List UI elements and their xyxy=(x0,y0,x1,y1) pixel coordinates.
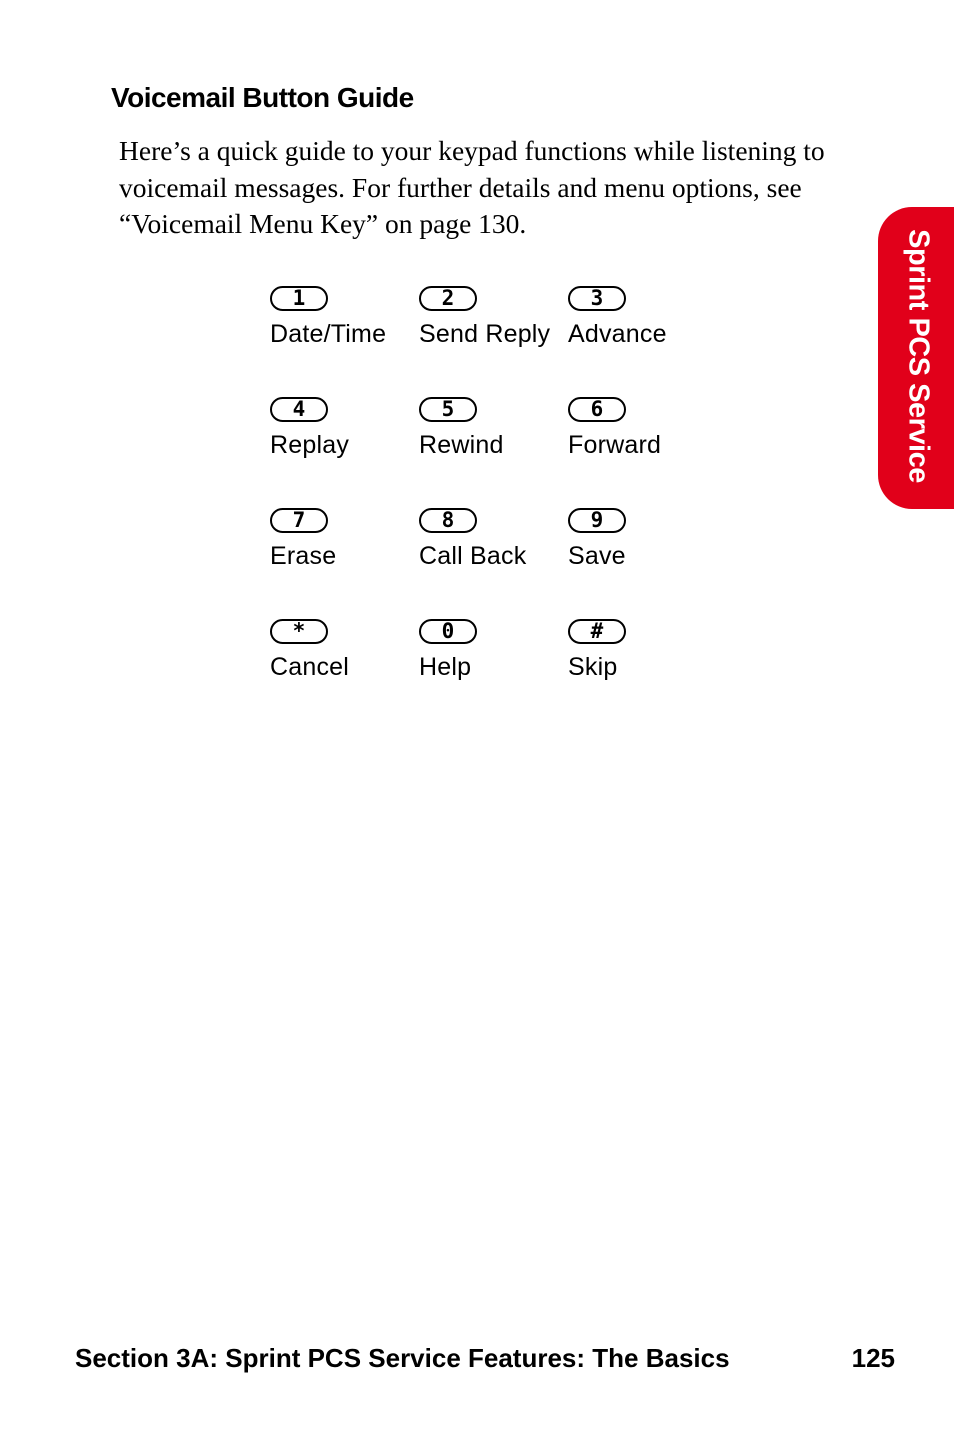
footer-section-title: Section 3A: Sprint PCS Service Features: The Basics xyxy=(75,1343,730,1373)
key-9-item xyxy=(568,508,717,619)
key-7-label: Erase xyxy=(270,542,337,570)
key-0-icon: 0 xyxy=(419,619,477,644)
key-2-icon: 2 xyxy=(419,286,477,311)
key-9-label: Save xyxy=(568,542,626,570)
key-1-item xyxy=(270,286,419,397)
key-star-label: Cancel xyxy=(270,653,350,681)
key-2-item xyxy=(419,286,568,397)
side-tab-label: Sprint PCS Service xyxy=(902,229,935,483)
key-5-item xyxy=(419,397,568,508)
key-6-label: Forward xyxy=(568,431,662,459)
key-8-label: Call Back xyxy=(419,542,527,570)
section-heading: Voicemail Button Guide xyxy=(111,82,414,113)
key-pound-label: Skip xyxy=(568,653,618,681)
key-4-label: Replay xyxy=(270,431,350,459)
key-8-item xyxy=(419,508,568,619)
key-5-icon: 5 xyxy=(419,397,477,422)
key-star-item xyxy=(270,619,419,730)
key-pound-icon: # xyxy=(568,619,626,644)
key-0-item xyxy=(419,619,568,730)
key-2-label: Send Reply xyxy=(419,320,551,348)
key-5-label: Rewind xyxy=(419,431,504,459)
key-7-icon: 7 xyxy=(270,508,328,533)
page-footer xyxy=(75,1343,895,1374)
key-0-label: Help xyxy=(419,653,472,681)
key-6-icon: 6 xyxy=(568,397,626,422)
key-3-item xyxy=(568,286,717,397)
key-4-item xyxy=(270,397,419,508)
key-3-icon: 3 xyxy=(568,286,626,311)
key-9-icon: 9 xyxy=(568,508,626,533)
key-6-item xyxy=(568,397,717,508)
intro-paragraph: Here’s a quick guide to your keypad functions while listening to voicemail messages. For further details and menu options, see “Voicemail Menu Key” on page 130. xyxy=(119,135,825,239)
keypad-guide xyxy=(270,286,717,730)
key-1-label: Date/Time xyxy=(270,320,387,348)
key-1-icon: 1 xyxy=(270,286,328,311)
key-3-label: Advance xyxy=(568,320,667,348)
key-7-item xyxy=(270,508,419,619)
page-number: 125 xyxy=(851,1343,895,1373)
key-pound-item xyxy=(568,619,717,730)
key-8-icon: 8 xyxy=(419,508,477,533)
key-4-icon: 4 xyxy=(270,397,328,422)
key-star-icon: * xyxy=(270,619,328,644)
